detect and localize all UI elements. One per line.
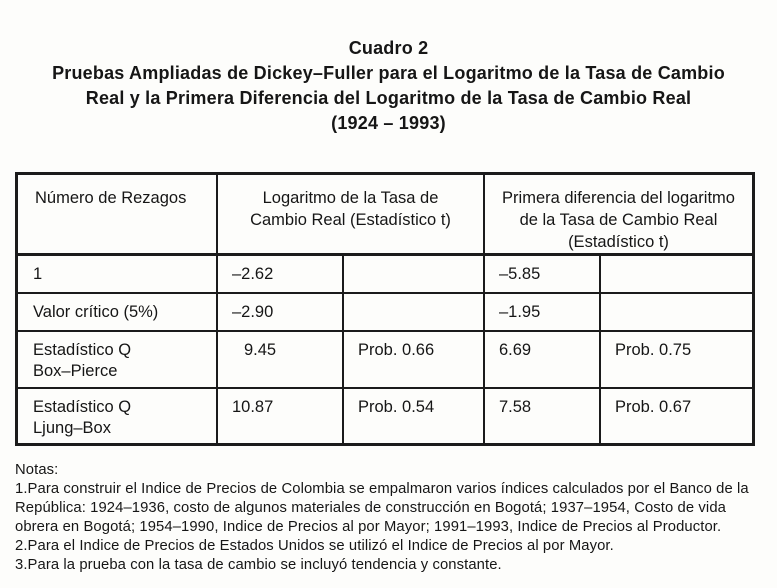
footnote-3: 3.Para la prueba con la tasa de cambio se incluyó tendencia y constante. xyxy=(15,557,502,573)
footnotes-heading: Notas: xyxy=(15,462,59,478)
cell-log-t-critical: –2.90 xyxy=(218,294,344,332)
footnote-1: 1.Para construir el Indice de Precios de Colombia se empalmaron varios índices calculados por el Banco de la República: 1924–1936, costo de algunos materiales de construcción en Bogotá; 1937–1954, Costo de vida obrera en Bogotá; 1954–1990, Indice de Precios al por Mayor; 1991–1993, Indice de Precios al Productor. xyxy=(15,481,749,535)
table-title-block xyxy=(0,36,777,136)
cell-diff-prob-box-pierce: Prob. 0.75 xyxy=(601,332,752,389)
row-label-text-line2: Ljung–Box xyxy=(33,419,111,437)
row-label-text: Valor crítico (5%) xyxy=(33,303,159,321)
table-title-line-1: Pruebas Ampliadas de Dickey–Fuller para el Logaritmo de la Tasa de Cambio xyxy=(52,63,725,83)
cell-diff-q-box-pierce: 6.69 xyxy=(485,332,601,389)
header-cell-first-difference: Primera diferencia del logaritmo de la Tasa de Cambio Real (Estadístico t) xyxy=(485,175,752,256)
cell-diff-prob-lags-1 xyxy=(601,256,752,294)
row-label-text: 1 xyxy=(33,265,43,283)
cell-log-t-lags-1: –2.62 xyxy=(218,256,344,294)
cell-log-q-ljung-box: 10.87 xyxy=(218,389,344,443)
cell-log-prob-ljung-box: Prob. 0.54 xyxy=(344,389,485,443)
table-title-line-2: Real y la Primera Diferencia del Logaritmo de la Tasa de Cambio Real xyxy=(85,88,692,108)
table-title-period: (1924 – 1993) xyxy=(331,113,446,133)
row-label-q-ljung-box xyxy=(18,389,218,443)
cell-diff-prob-critical xyxy=(601,294,752,332)
cell-log-prob-box-pierce: Prob. 0.66 xyxy=(344,332,485,389)
row-label-lags-1 xyxy=(18,256,218,294)
row-label-text-line2: Box–Pierce xyxy=(33,362,118,380)
row-label-critical-value xyxy=(18,294,218,332)
row-label-text-line1: Estadístico Q xyxy=(33,398,132,416)
table-number-heading: Cuadro 2 xyxy=(348,38,429,58)
cell-diff-t-critical: –1.95 xyxy=(485,294,601,332)
header-cell-lags: Número de Rezagos xyxy=(18,175,218,256)
row-label-q-box-pierce xyxy=(18,332,218,389)
adf-results-table xyxy=(15,172,755,446)
cell-log-q-box-pierce: 9.45 xyxy=(218,332,344,389)
cell-diff-prob-ljung-box: Prob. 0.67 xyxy=(615,398,692,416)
footnotes-block xyxy=(15,461,763,575)
cell-diff-q-ljung-box: 7.58 xyxy=(485,389,601,443)
cell-log-prob-lags-1 xyxy=(344,256,485,294)
row-label-text-line1: Estadístico Q xyxy=(33,341,132,359)
footnote-2: 2.Para el Indice de Precios de Estados Unidos se utilizó el Indice de Precios al por Mayor. xyxy=(15,538,614,554)
header-cell-log-level: Logaritmo de la Tasa de Cambio Real (Estadístico t) xyxy=(218,175,485,256)
cell-log-prob-critical xyxy=(344,294,485,332)
cell-diff-t-lags-1: –5.85 xyxy=(485,256,601,294)
